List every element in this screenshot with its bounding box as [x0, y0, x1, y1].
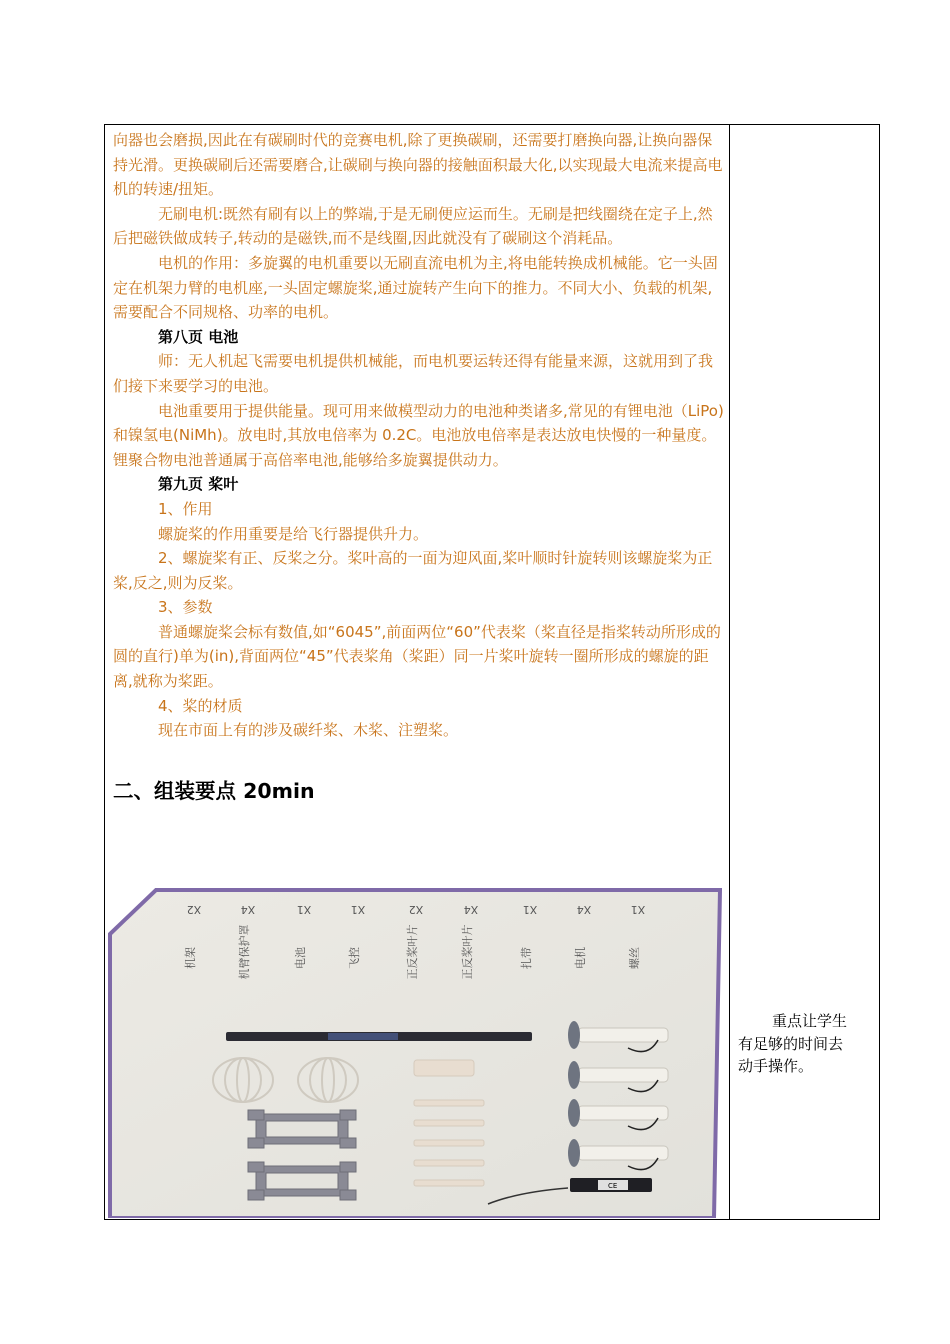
- battery-label: CE: [608, 1182, 618, 1190]
- part-7-qty: X1: [296, 903, 312, 916]
- part-3-name: 扎带: [520, 947, 533, 969]
- part-2-qty: X4: [576, 903, 592, 916]
- parts-photo: [108, 888, 722, 1218]
- main-content: [113, 128, 725, 806]
- paragraph-3: 电机的作用：多旋翼的电机重要以无刷直流电机为主,将电能转换成机械能。它一头固定在机架力臂的电机座,一头固定螺旋桨,通过旋转产生向下的推力。不同大小、负载的机架,需要配合不同规格、功率的电机。: [113, 253, 718, 322]
- paragraph-1: 向器也会磨损,因此在有碳刷时代的竞赛电机,除了更换碳刷，还需要打磨换向器,让换向器保持光滑。更换碳刷后还需要磨合,让碳刷与换向器的接触面积最大化,以实现最大电流来提高电机的转速/扭矩。: [113, 131, 723, 199]
- paragraph-14: 现在市面上有的涉及碳纤桨、木桨、注塑桨。: [158, 721, 459, 740]
- part-5-qty: X2: [408, 903, 424, 916]
- column-divider: [729, 124, 730, 1220]
- part-2-name: 电机: [574, 947, 587, 969]
- paragraph-9: 螺旋桨的作用重要是给飞行器提供升力。: [158, 524, 429, 543]
- heading-page9: 第九页 桨叶: [158, 475, 239, 494]
- part-9-qty: X2: [186, 903, 202, 916]
- paragraph-10: 2、螺旋桨有正、反桨之分。桨叶高的一面为迎风面,桨叶顺时针旋转则该螺旋桨为正桨,反之,则为反桨。: [113, 549, 713, 592]
- part-8-name: 机臂保护罩: [238, 924, 251, 980]
- part-4-qty: X4: [463, 903, 479, 916]
- side-note-line-2: 有足够的时间去: [738, 1034, 844, 1053]
- side-note-line-3: 动手操作。: [738, 1057, 814, 1075]
- side-note-line-1: 重点让学生: [772, 1012, 848, 1030]
- part-1-qty: X1: [630, 903, 646, 916]
- side-note: [738, 1010, 868, 1078]
- part-7-name: 电池: [294, 947, 307, 969]
- paragraph-6: 电池重要用于提供能量。现可用来做模型动力的电池种类诸多,常见的有锂电池（LiPo)和镍氢电(NiMh)。放电时,其放电倍率为 0.2C。电池放电倍率是表达放电快慢的一种量度。锂聚合物电池普通属于高倍率电池,能够给多旋翼提供动力。: [113, 401, 724, 469]
- part-5-name: 正反桨叶片: [406, 924, 419, 980]
- part-4-name: 正反桨叶片: [461, 924, 474, 980]
- paragraph-12: 普通螺旋桨会标有数值,如“6045”,前面两位“60”代表桨（桨直径是指桨转动所形成的圆的直行)单为(in),背面两位“45”代表桨角（桨距）同一片桨叶旋转一圈所形成的螺旋的距离,就称为桨距。: [113, 622, 721, 691]
- part-9-name: 机架: [184, 947, 197, 969]
- part-6-qty: X1: [350, 903, 366, 916]
- paragraph-8: 1、作用: [158, 499, 213, 518]
- heading-page8: 第八页 电池: [158, 327, 239, 346]
- part-8-qty: X4: [240, 903, 256, 916]
- paragraph-13: 4、桨的材质: [158, 696, 243, 715]
- paragraph-11: 3、参数: [158, 598, 213, 617]
- part-1-name: 螺丝: [628, 947, 641, 969]
- paragraph-2: 无刷电机:既然有刷有以上的弊端,于是无刷便应运而生。无刷是把线圈绕在定子上,然后把磁铁做成转子,转动的是磁铁,而不是线圈,因此就没有了碳刷这个消耗品。: [113, 204, 713, 248]
- paragraph-5: 师：无人机起飞需要电机提供机械能，而电机要运转还得有能量来源，这就用到了我们接下来要学习的电池。: [113, 352, 714, 395]
- part-3-qty: X1: [522, 903, 538, 916]
- part-6-name: 飞控: [348, 947, 361, 969]
- section-title: 二、组装要点 20min: [113, 778, 315, 803]
